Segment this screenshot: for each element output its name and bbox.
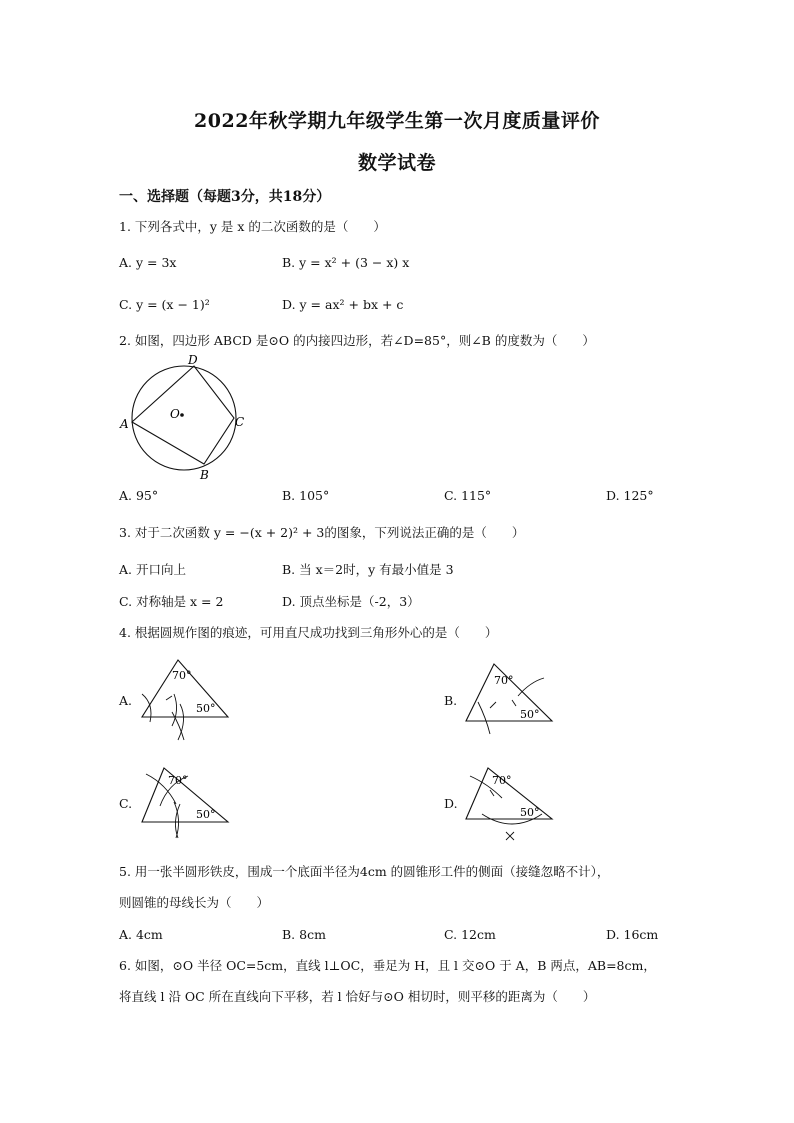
q4-option-b-letter: B. <box>444 693 458 708</box>
q2-circle-figure <box>112 352 252 484</box>
q2-option-c: C. 115° <box>444 488 492 503</box>
q3-option-c: C. 对称轴是 x = 2 <box>119 594 224 609</box>
q1-option-b: B. y = x² + (3 − x) x <box>282 255 410 270</box>
center-point-o <box>180 413 184 417</box>
q4-figure-b <box>460 658 560 738</box>
q2-stem: 2. 如图，四边形 ABCD 是⊙O 的内接四边形，若∠D=85°，则∠B 的度数为（ ） <box>119 333 595 348</box>
label-a: A <box>120 417 129 431</box>
q2-option-b: B. 105° <box>282 488 330 503</box>
q4-option-d-letter: D. <box>444 796 458 811</box>
svg-text:50°: 50° <box>196 808 216 821</box>
label-d: D <box>188 353 198 367</box>
svg-text:70°: 70° <box>172 669 192 682</box>
q2-option-d: D. 125° <box>606 488 654 503</box>
svg-text:70°: 70° <box>168 774 188 787</box>
page-subtitle: 数学试卷 <box>357 152 436 174</box>
q1-stem: 1. 下列各式中，y 是 x 的二次函数的是（ ） <box>119 219 386 234</box>
svg-text:50°: 50° <box>520 806 540 819</box>
svg-text:70°: 70° <box>494 674 514 687</box>
svg-text:70°: 70° <box>492 774 512 787</box>
q4-figure-c <box>136 762 236 842</box>
q5-stem-line1: 5. 用一张半圆形铁皮，围成一个底面半径为4cm 的圆锥形工件的侧面（接缝忽略不计）， <box>119 864 610 879</box>
q2-option-a: A. 95° <box>119 488 159 503</box>
q5-option-c: C. 12cm <box>444 927 496 942</box>
q3-option-a: A. 开口向上 <box>119 562 186 577</box>
q4-figure-a <box>134 654 234 744</box>
q5-option-d: D. 16cm <box>606 927 659 942</box>
section-heading: 一、选择题（每题3分，共18分） <box>119 189 331 205</box>
label-o: O <box>170 407 180 421</box>
label-c: C <box>235 415 245 429</box>
q4-stem: 4. 根据圆规作图的痕迹，可用直尺成功找到三角形外心的是（ ） <box>119 625 498 640</box>
svg-text:50°: 50° <box>196 702 216 715</box>
q4-option-a-letter: A. <box>119 693 133 708</box>
q6-stem-line1: 6. 如图，⊙O 半径 OC=5cm，直线 l⊥OC，垂足为 H，且 l 交⊙O 于 A，B 两点，AB=8cm， <box>119 958 656 973</box>
q5-option-a: A. 4cm <box>119 927 163 942</box>
q5-stem-line2: 则圆锥的母线长为（ ） <box>119 895 270 910</box>
q6-stem-line2: 将直线 l 沿 OC 所在直线向下平移，若 l 恰好与⊙O 相切时，则平移的距离为（ ） <box>119 989 596 1004</box>
q4-figure-d <box>458 762 558 844</box>
q4-option-c-letter: C. <box>119 796 133 811</box>
q5-option-b: B. 8cm <box>282 927 326 942</box>
q3-option-d: D. 顶点坐标是（-2，3） <box>282 594 420 609</box>
page-title: 2022年秋学期九年级学生第一次月度质量评价 <box>194 110 600 132</box>
q3-stem: 3. 对于二次函数 y = −(x + 2)² + 3的图象，下列说法正确的是（ ） <box>119 525 525 540</box>
svg-text:50°: 50° <box>520 708 540 721</box>
q1-option-d: D. y = ax² + bx + c <box>282 297 404 312</box>
q1-option-c: C. y = (x − 1)² <box>119 297 210 312</box>
q1-option-a: A. y = 3x <box>119 255 177 270</box>
q3-option-b: B. 当 x＝2时，y 有最小值是 3 <box>282 562 454 577</box>
label-b: B <box>200 468 209 482</box>
circle-o <box>132 366 236 470</box>
